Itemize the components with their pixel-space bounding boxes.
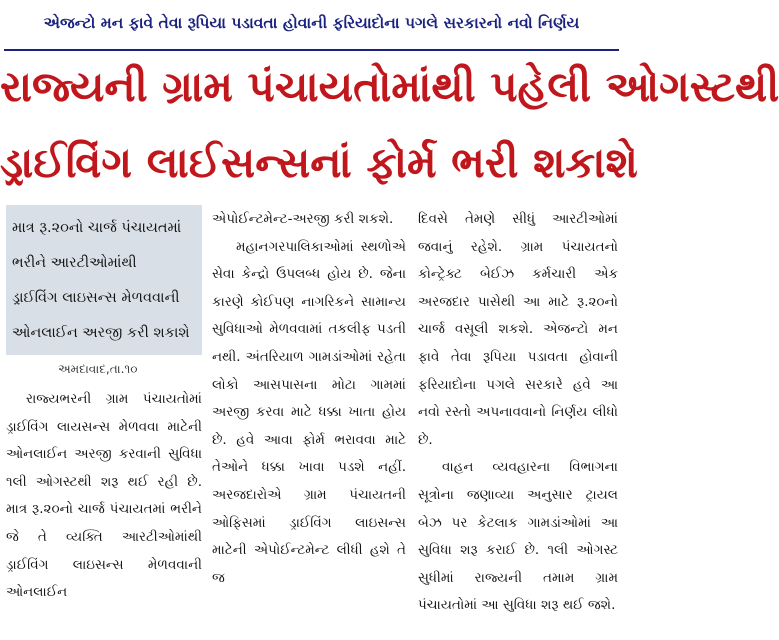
summary-line-3: ડ્રાઈવિંગ લાઇસન્સ મેળવવાની [12,290,180,306]
column-2-paragraph-1: એપોઈન્ટમેન્ટ-અરજી કરી શકશે. [212,211,394,227]
column-3-paragraph-1: દિવસે તેમણે સીધું આરટીઓમાં જવાનું રહેશે. ગ્રામ પંચાયતનો કોન્ટ્રેક્ટ બેઈઝ કર્મચારી એક અરજદાર પાસેથી આ માટે રૂ.૨૦નો ચાર્જ વસૂલી શકશે. એજન્ટો મન ફાવે તેવા રૂપિયા પડાવતા હોવાની ફરિયાદોના પગલે સરકારે હવે આ નવો રસ્તો અપનાવવાનો નિર્ણય લીધો છે. [418,211,618,448]
summary-line-1: માત્ર રૂ.૨૦નો ચાર્જ પંચાયતમાં [12,220,182,236]
headline-line-1: રાજ્યની ગ્રામ પંચાયતોમાંથી પહેલી ઓગસ્ટથી [0,62,779,111]
summary-line-2: ભરીને આરટીઓમાંથી [12,255,137,271]
kicker-line: એજન્ટો મન ફાવે તેવા રૂપિયા પડાવતા હોવાની ફરિયાદોના પગલે સરકારનો નવો નિર્ણય [43,13,580,32]
dateline: અમદાવાદ,તા.૧૦ [58,362,138,376]
header-divider [4,49,619,51]
summary-box [6,205,202,355]
article-column-3 [418,206,618,634]
article-column-2 [212,206,406,634]
column-1-paragraph-1: રાજ્યભરની ગ્રામ પંચાયતોમાં ડ્રાઈવિંગ લાયસન્સ મેળવવા માટેની ઓનલાઈન અરજી કરવાની સુવિધા ૧લી ઓગસ્ટથી શરૂ થઈ રહી છે. માત્ર રૂ.૨૦નો ચાર્જ પંચાયતમાં ભરીને જે તે વ્યક્તિ આરટીઓમાંથી ડ્રાઈવિંગ લાઇસન્સ મેળવવાની ઓનલાઈન [6,391,202,601]
headline-line-2: ડ્રાઈવિંગ લાઈસન્સનાં ફોર્મ ભરી શકાશે [0,138,638,187]
column-3-paragraph-2: વાહન વ્યવહારના વિભાગના સૂત્રોના જણાવ્યા અનુસાર ટ્રાયલ બેઝ પર કેટલાક ગામડાંઓમાં આ સુવિધા શરૂ કરાઈ છે. ૧લી ઓગસ્ટ સુધીમાં રાજ્યની તમામ ગ્રામ પંચાયતોમાં આ સુવિધા શરૂ થઈ જશે. [418,459,618,614]
summary-line-4: ઓનલાઈન અરજી કરી શકાશે [12,325,190,341]
article-column-1 [6,386,202,634]
column-2-paragraph-2: મહાનગરપાલિકાઓમાં સ્થળોએ સેવા કેન્દ્રો ઉપલબ્ધ હોય છે. જેના કારણે કોઈપણ નાગરિકને સામાન્ય સુવિધાઓ મેળવવામાં તકલીફ પડતી નથી. અંતરિયાળ ગામડાંઓમાં રહેતા લોકો આસપાસના મોટા ગામમાં અરજી કરવા માટે ધક્કા ખાતા હોય છે. હવે આવા ફોર્મ ભરાવવા માટે તેઓને ધક્કા ખાવા પડશે નહીં. અરજદારોએ ગ્રામ પંચાયતની ઓફિસમાં ડ્રાઈવિંગ લાઇસન્સ માટેની એપોઈન્ટમેન્ટ લીધી હશે તે જ [212,238,406,586]
